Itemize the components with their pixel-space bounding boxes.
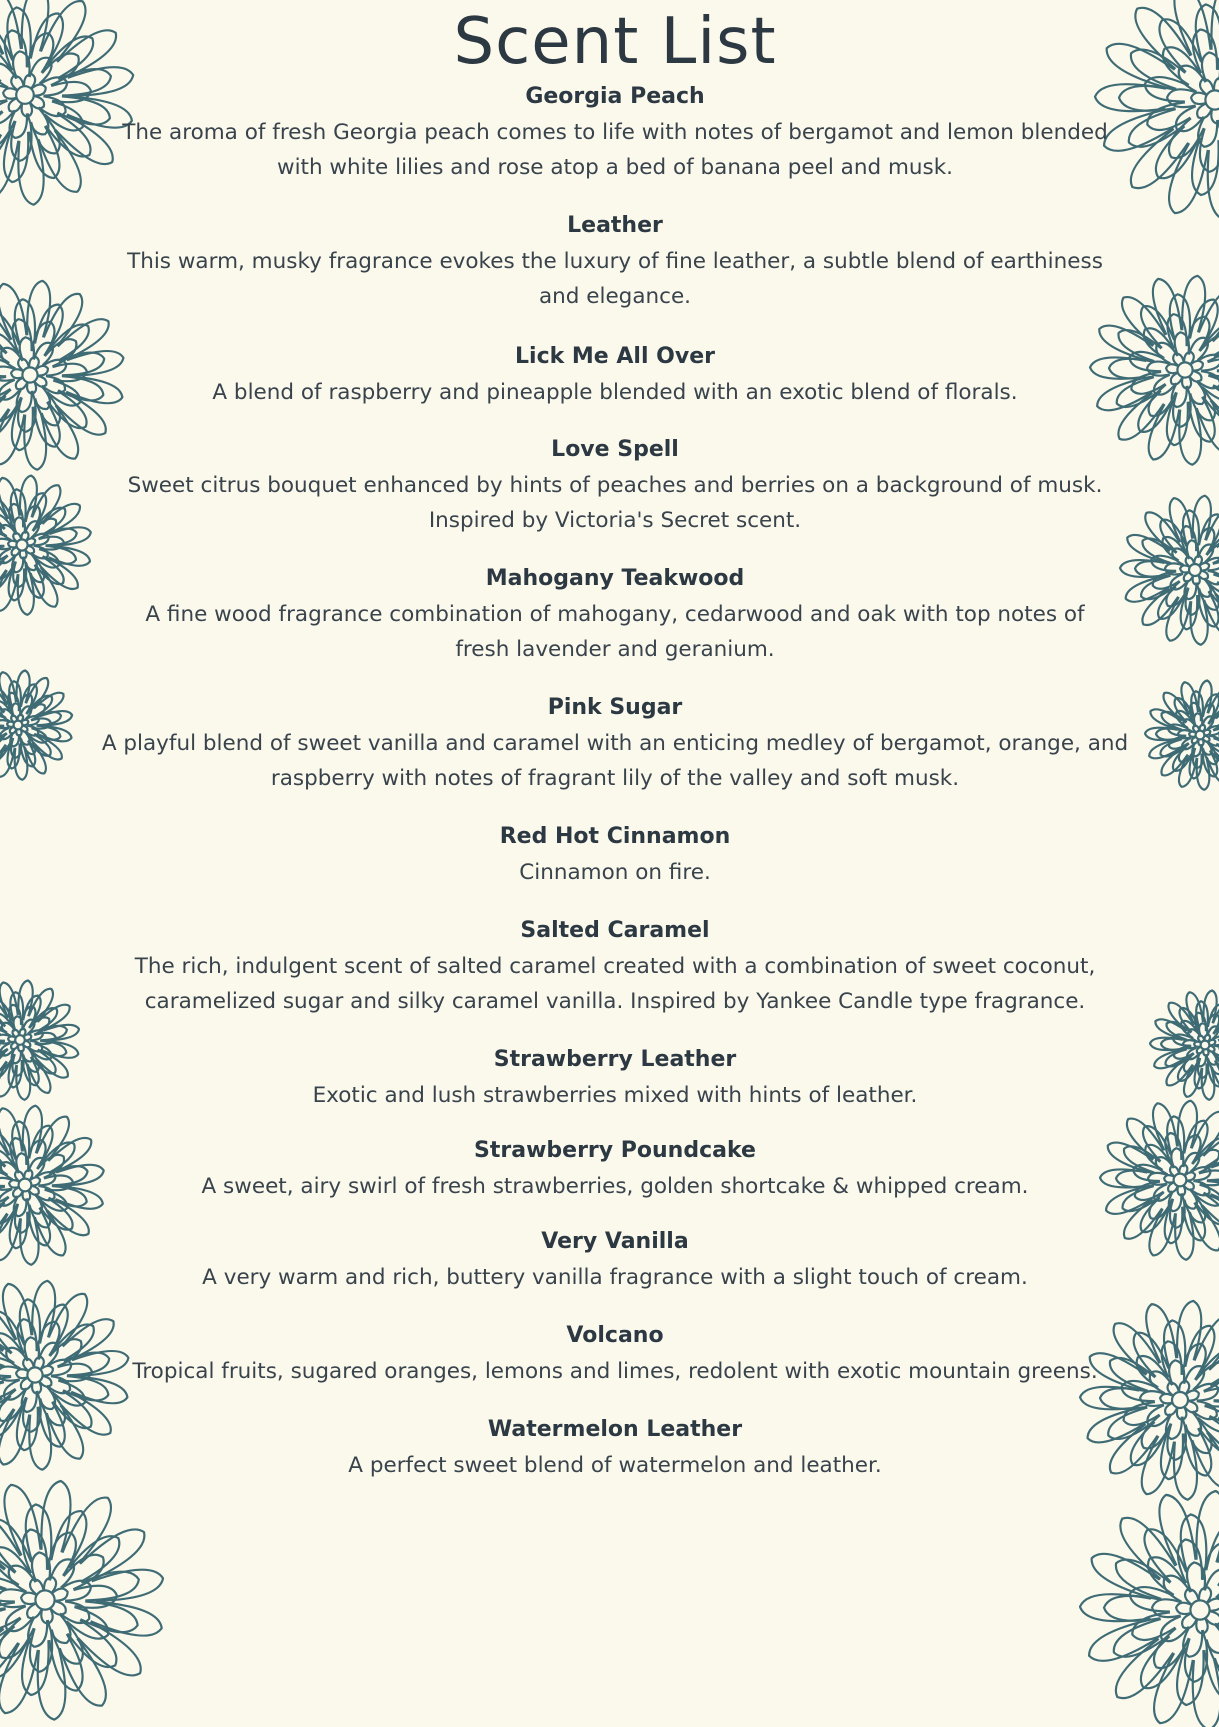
- scent-description: The aroma of fresh Georgia peach comes to life with notes of bergamot and lemon blended with white lilies and rose atop a bed of banana peel and musk.: [122, 120, 1108, 180]
- scent-description: The rich, indulgent scent of salted caramel created with a combination of sweet coconut, caramelized sugar and silky caramel vanilla. Inspired by Yankee Candle type fragrance.: [134, 954, 1096, 1014]
- scent-name: Very Vanilla: [541, 1229, 689, 1254]
- scent-description: This warm, musky fragrance evokes the luxury of fine leather, a subtle blend of earthiness and elegance.: [127, 249, 1103, 309]
- scent-entry-love-spell: [100, 432, 1130, 538]
- scent-entry-leather: [100, 208, 1130, 314]
- scent-list-page: [100, 0, 1130, 1483]
- scent-name: Love Spell: [551, 437, 679, 462]
- scent-name: Leather: [567, 213, 663, 238]
- succulent-flower-icon: [0, 671, 72, 780]
- scent-description: Tropical fruits, sugared oranges, lemons and limes, redolent with exotic mountain greens.: [132, 1359, 1098, 1384]
- scent-entry-georgia-peach: [100, 79, 1130, 185]
- succulent-flower-icon: [1120, 496, 1219, 645]
- succulent-flower-icon: [0, 1106, 104, 1265]
- scent-entry-red-hot-cinnamon: [100, 819, 1130, 890]
- scent-description: A fine wood fragrance combination of mahogany, cedarwood and oak with top notes of fresh lavender and geranium.: [145, 602, 1085, 662]
- scent-description: Cinnamon on fire.: [519, 860, 711, 885]
- scent-description: Exotic and lush strawberries mixed with hints of leather.: [312, 1083, 918, 1108]
- scent-name: Volcano: [566, 1323, 664, 1348]
- scent-name: Strawberry Leather: [493, 1047, 737, 1072]
- scent-name: Red Hot Cinnamon: [499, 824, 731, 849]
- scent-name: Strawberry Poundcake: [474, 1138, 756, 1163]
- scent-entry-volcano: [100, 1318, 1130, 1389]
- scent-name: Mahogany Teakwood: [485, 566, 745, 591]
- scent-name: Watermelon Leather: [487, 1417, 743, 1442]
- succulent-flower-icon: [0, 981, 79, 1100]
- scent-entry-salted-caramel: [100, 913, 1130, 1019]
- succulent-flower-icon: [1150, 991, 1219, 1100]
- scent-entry-strawberry-poundcake: [100, 1133, 1130, 1204]
- succulent-flower-icon: [1145, 681, 1219, 790]
- scent-description: Sweet citrus bouquet enhanced by hints of peaches and berries on a background of musk. Inspired by Victoria's Secret scent.: [127, 473, 1103, 533]
- page-title: Scent List: [453, 5, 777, 79]
- succulent-flower-icon: [1080, 1491, 1219, 1727]
- scent-description: A very warm and rich, buttery vanilla fragrance with a slight touch of cream.: [202, 1265, 1028, 1290]
- scent-entry-very-vanilla: [100, 1224, 1130, 1295]
- scent-description: A blend of raspberry and pineapple blended with an exotic blend of florals.: [212, 380, 1018, 405]
- succulent-flower-icon: [0, 1481, 163, 1720]
- succulent-flower-icon: [0, 476, 91, 615]
- scent-entry-strawberry-leather: [100, 1042, 1130, 1113]
- scent-entry-lick-me-all-over: [100, 339, 1130, 410]
- scent-name: Pink Sugar: [547, 695, 683, 720]
- scent-name: Lick Me All Over: [515, 344, 715, 369]
- scent-name: Georgia Peach: [525, 84, 705, 109]
- scent-description: A sweet, airy swirl of fresh strawberries, golden shortcake & whipped cream.: [201, 1174, 1029, 1199]
- scent-description: A playful blend of sweet vanilla and caramel with an enticing medley of bergamot, orange, and raspberry with notes of fragrant lily of the valley and soft musk.: [101, 731, 1129, 791]
- scent-entry-pink-sugar: [100, 690, 1130, 796]
- scent-name: Salted Caramel: [520, 918, 710, 943]
- scent-entry-mahogany-teakwood: [100, 561, 1130, 667]
- scent-description: A perfect sweet blend of watermelon and leather.: [348, 1453, 882, 1478]
- scent-entry-watermelon-leather: [100, 1412, 1130, 1483]
